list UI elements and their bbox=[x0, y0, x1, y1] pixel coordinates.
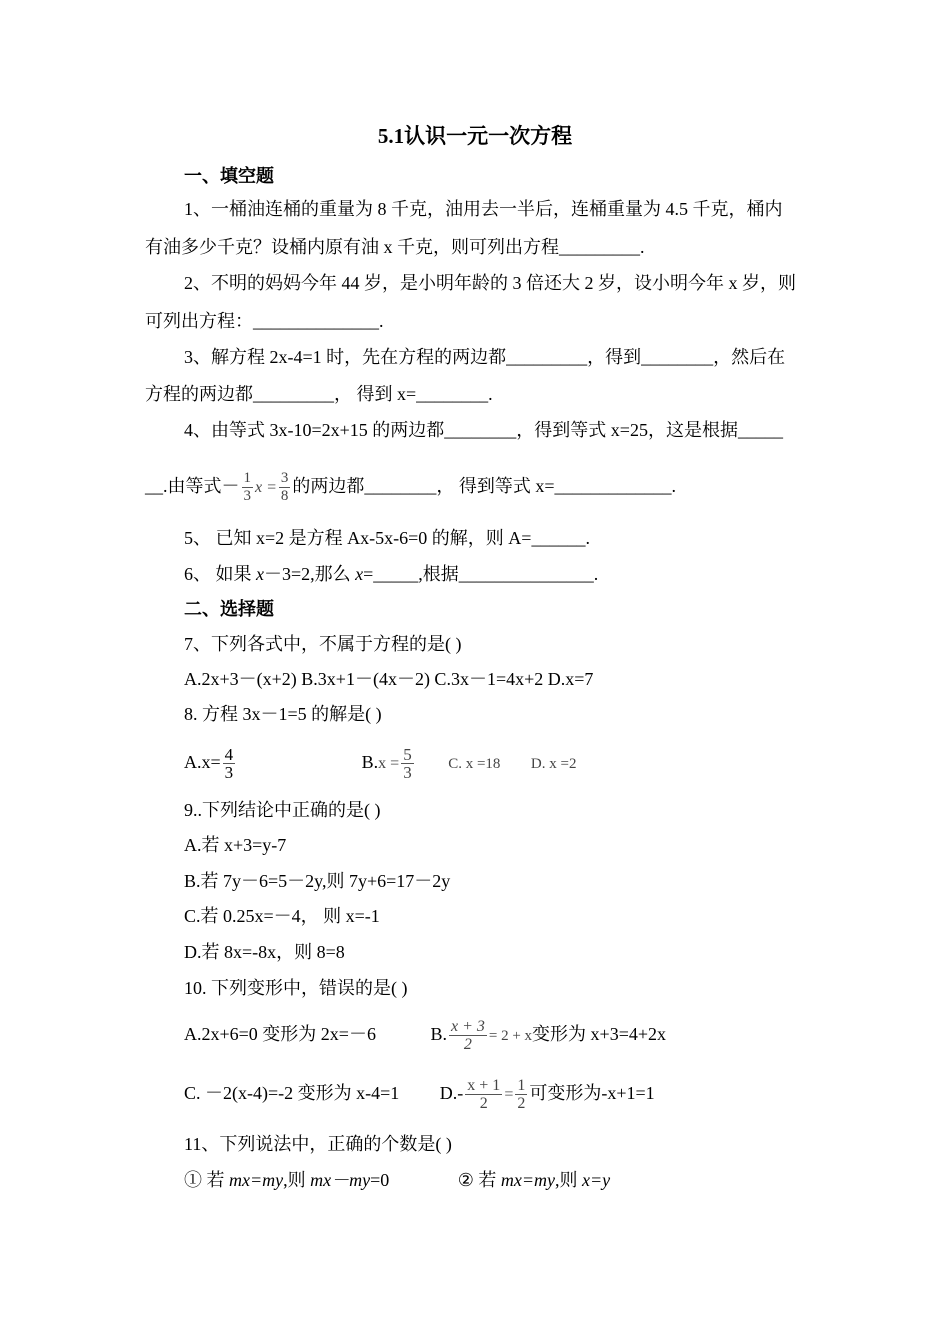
page-title: 5.1认识一元一次方程 bbox=[377, 124, 573, 148]
question-9-option-b: B.若 7y－6=5－2y,则 7y+6=17－2y bbox=[184, 871, 451, 891]
question-10: 10. 下列变形中，错误的是( ) bbox=[184, 978, 408, 998]
question-1-line-2: 有油多少千克？设桶内原有油 x 千克，则可列出方程_________. bbox=[145, 237, 645, 257]
question-3-line-2: 方程的两边都_________， 得到 x=________. bbox=[145, 384, 493, 404]
q8-option-c: C. x =18 bbox=[448, 756, 501, 772]
question-2-line-2: 可列出方程：______________. bbox=[145, 311, 384, 331]
q11-item-1: ① 若 mx=my,则 mx－my=0 bbox=[184, 1170, 390, 1190]
question-8-options bbox=[184, 740, 576, 786]
question-7-options: A.2x+3－(x+2) B.3x+1－(4x－2) C.3x－1=4x+2 D.x=7 bbox=[184, 669, 594, 689]
question-2-line-1: 2、不明的妈妈今年 44 岁，是小明年龄的 3 倍还大 2 岁，设小明今年 x 岁，则 bbox=[184, 273, 796, 293]
question-9-option-c: C.若 0.25x=－4， 则 x=-1 bbox=[184, 906, 380, 926]
question-9-option-d: D.若 8x=-8x，则 8=8 bbox=[184, 942, 345, 962]
q10-option-d: D.- $\frac{x + 1}{2}$ = $\frac{1}{2}$ 可变形为-x+1=1 bbox=[439, 1077, 655, 1113]
question-9: 9..下列结论中正确的是( ) bbox=[184, 800, 381, 820]
question-6: 6、 如果 x－3=2,那么 x=_____,根据_______________. bbox=[184, 564, 599, 584]
q4-fraction-1: $\frac{1}{3}$ bbox=[243, 470, 251, 505]
q8-option-d: D. x =2 bbox=[530, 756, 577, 772]
q4-suffix: 的两边都________， 得到等式 x=_____________. bbox=[292, 476, 677, 496]
q10-option-b: B. $\frac{x + 3}{2}$ = 2 + x变形为 x+3=4+2x bbox=[430, 1018, 667, 1054]
q4-equation-mid: x = bbox=[255, 479, 277, 496]
question-4-line-1: 4、由等式 3x-10=2x+15 的两边都________，得到等式 x=25，这是根据_____ bbox=[184, 420, 783, 440]
question-10-row-1 bbox=[184, 1012, 666, 1058]
q8-option-b: B.x = $\frac{5}{3}$ bbox=[361, 745, 412, 783]
q10-option-a: A.2x+6=0 变形为 2x=－6 bbox=[184, 1024, 376, 1044]
q10-option-c: C. －2(x-4)=-2 变形为 x-4=1 bbox=[184, 1083, 400, 1103]
q4-fraction-2: $\frac{3}{8}$ bbox=[280, 470, 289, 505]
question-8: 8. 方程 3x－1=5 的解是( ) bbox=[184, 704, 382, 724]
question-9-option-a: A.若 x+3=y-7 bbox=[184, 835, 287, 855]
question-11-items bbox=[184, 1168, 610, 1192]
question-11: 11、下列说法中，正确的个数是( ) bbox=[184, 1134, 452, 1154]
section-multiple-choice: 二、选择题 bbox=[184, 599, 274, 619]
question-3-line-1: 3、解方程 2x-4=1 时，先在方程的两边都_________，得到________，然后在 bbox=[184, 347, 786, 367]
question-10-row-2 bbox=[184, 1071, 655, 1117]
question-7: 7、下列各式中，不属于方程的是( ) bbox=[184, 634, 462, 654]
question-5: 5、 已知 x=2 是方程 Ax-5x-6=0 的解，则 A=______. bbox=[184, 528, 590, 548]
q8-option-a: A.x= $\frac{4}{3}$ bbox=[184, 745, 234, 783]
section-fill-blank: 一、填空题 bbox=[184, 166, 274, 186]
question-4-line-2 bbox=[145, 466, 676, 508]
question-1-line-1: 1、一桶油连桶的重量为 8 千克，油用去一半后，连桶重量为 4.5 千克，桶内 bbox=[184, 199, 783, 219]
q11-item-2: ② 若 mx=my,则 x=y bbox=[457, 1170, 611, 1190]
q4-prefix: __.由等式－ bbox=[145, 476, 240, 496]
